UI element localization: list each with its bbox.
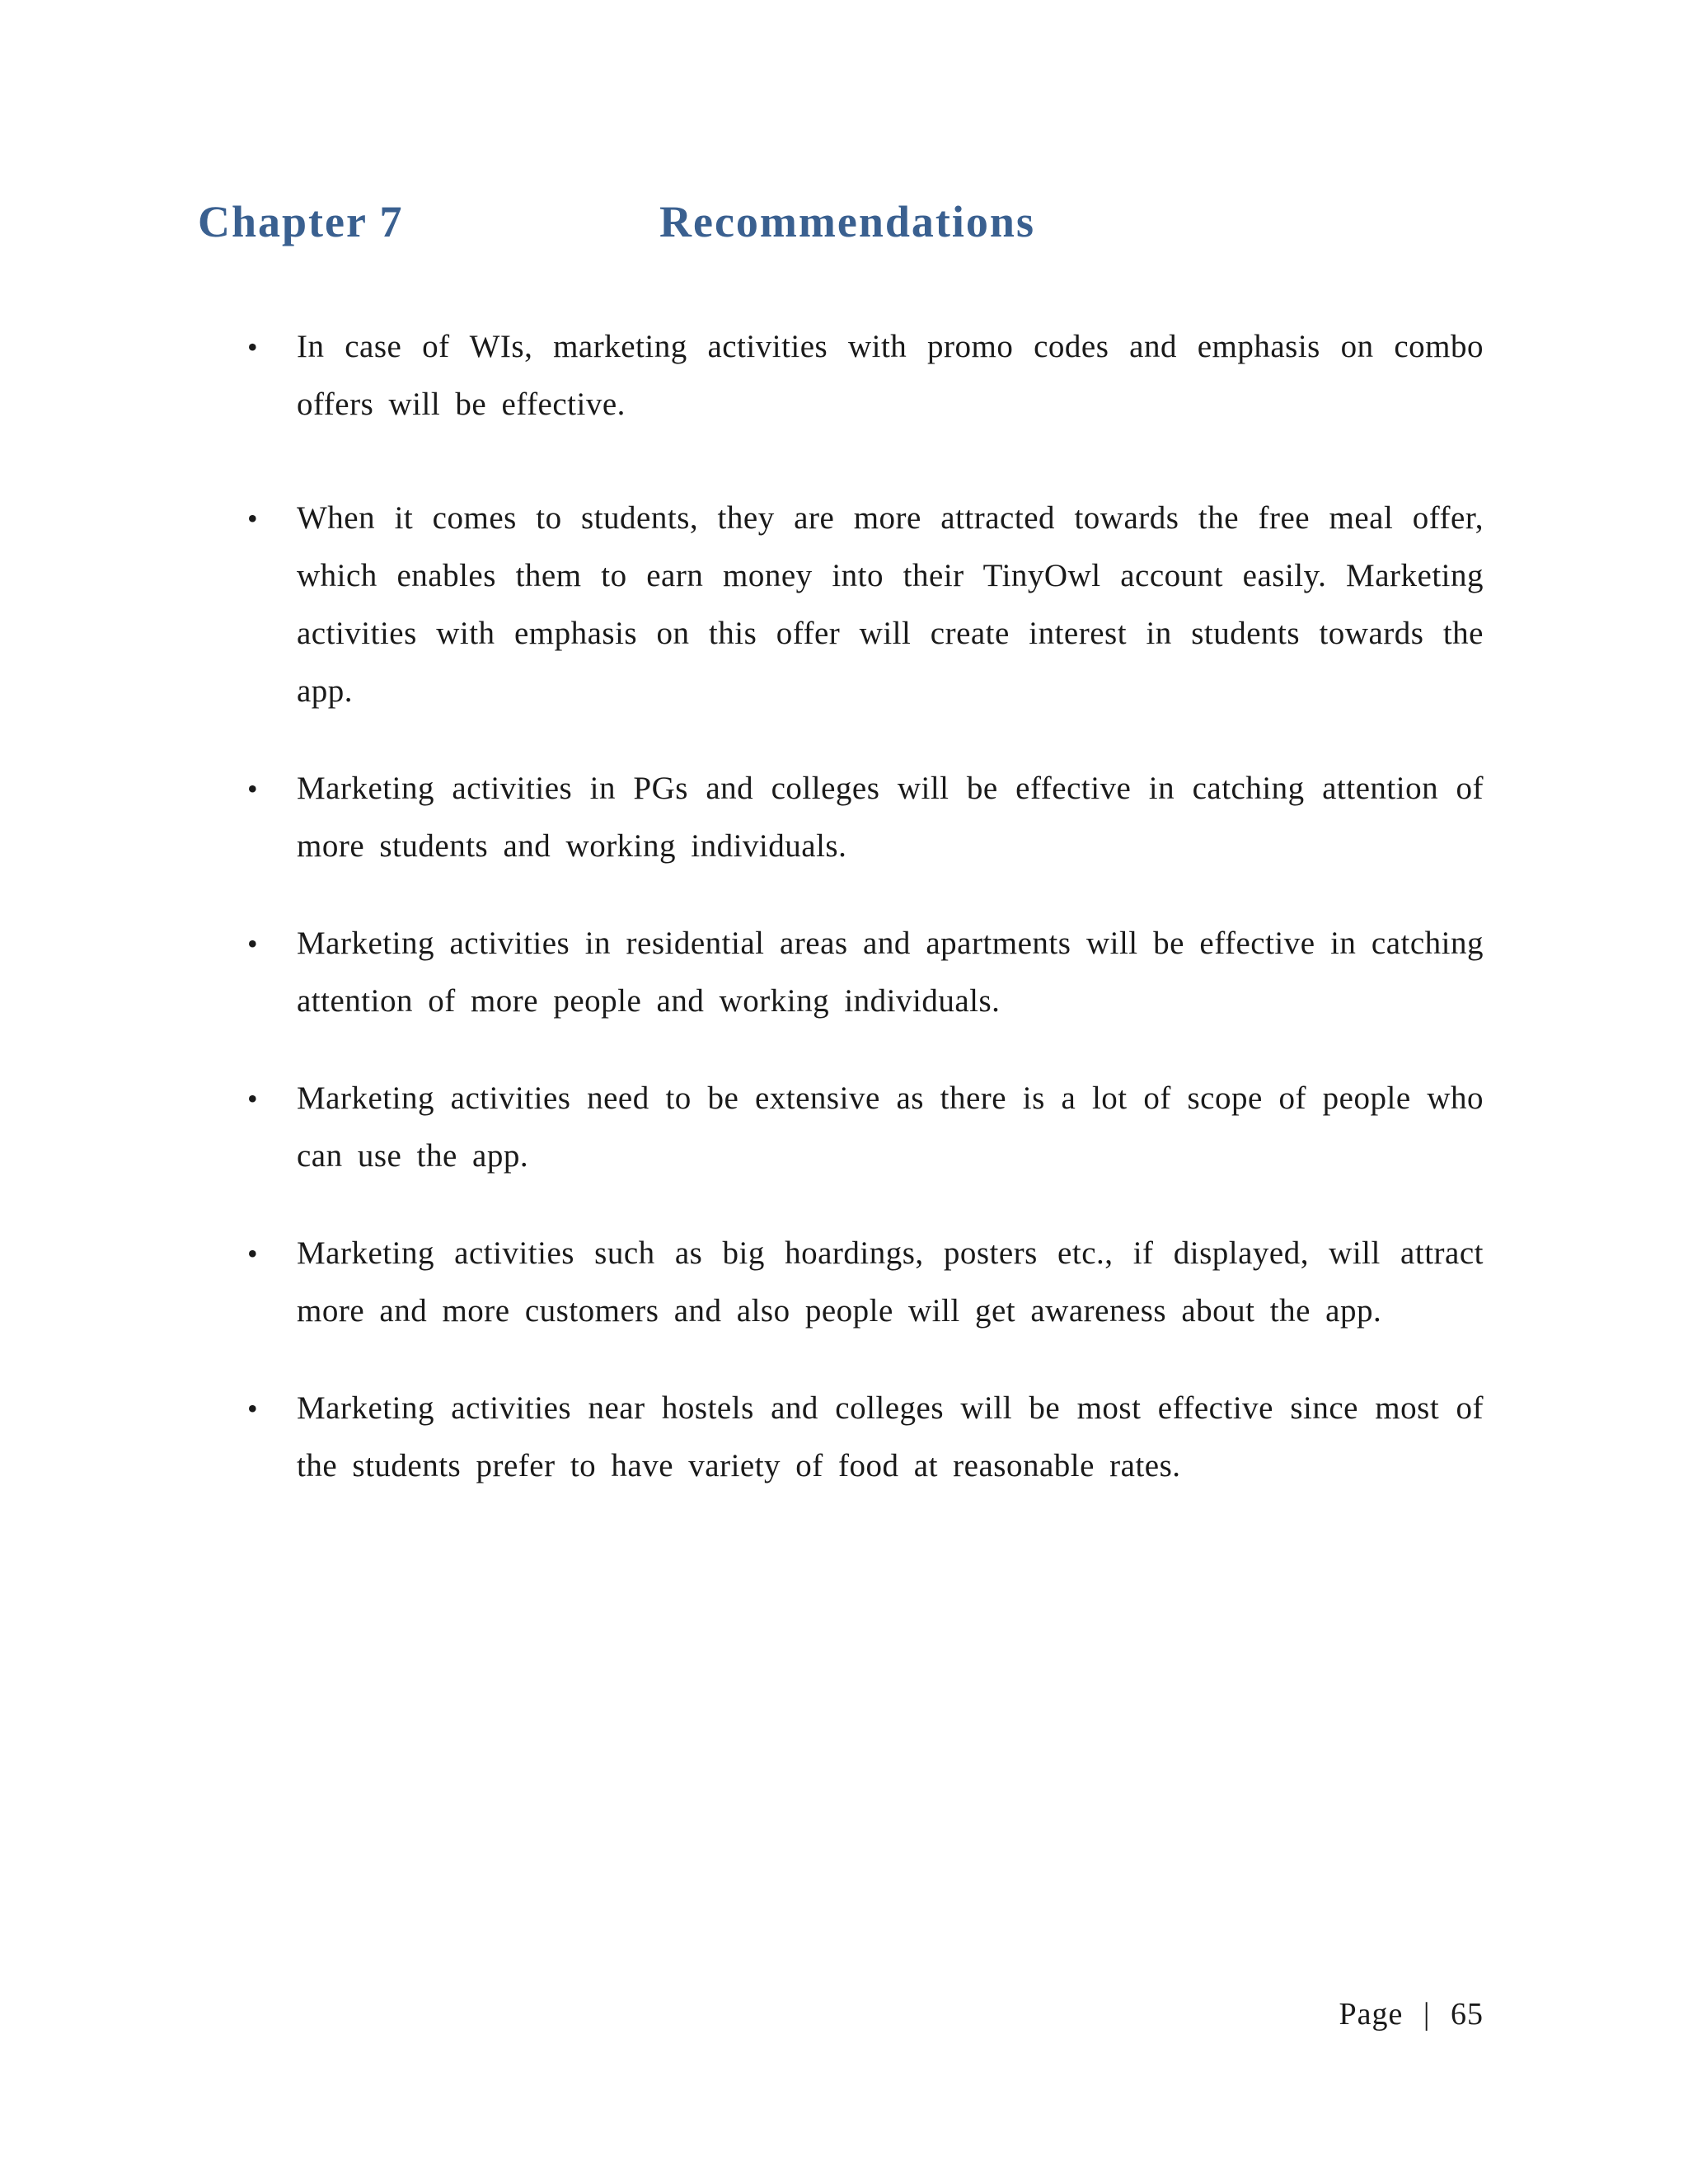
list-item	[247, 1380, 1484, 1495]
list-item-text: Marketing activities near hostels and colleges will be most effective since most of the students prefer to have variety of food at reasonable rates.	[297, 1390, 1484, 1483]
bullet-icon: •	[247, 772, 259, 805]
list-item-text: When it comes to students, they are more attracted towards the free meal offer, which enables them to earn money into their TinyOwl account easily. Marketing activities with emphasis on this offer will create interest in students towards the app.	[297, 500, 1484, 709]
list-item	[247, 1070, 1484, 1185]
chapter-title: Recommendations	[659, 197, 1035, 246]
bullet-icon: •	[247, 1082, 259, 1115]
page-number: 65	[1451, 1997, 1484, 2032]
bullet-icon: •	[247, 1392, 259, 1425]
list-item-text: Marketing activities in PGs and colleges will be effective in catching attention of more students and working individuals.	[297, 771, 1484, 864]
list-item	[247, 1225, 1484, 1340]
chapter-heading	[198, 196, 1484, 254]
bullet-icon: •	[247, 927, 259, 960]
bullet-icon: •	[247, 1237, 259, 1270]
list-item-text: Marketing activities need to be extensive as there is a lot of scope of people who can use the app.	[297, 1080, 1484, 1174]
list-item	[247, 915, 1484, 1030]
list-item	[247, 760, 1484, 875]
list-item	[247, 318, 1484, 434]
page-separator: |	[1423, 1997, 1431, 2032]
list-item-text: In case of WIs, marketing activities with promo codes and emphasis on combo offers will be effective.	[297, 329, 1484, 422]
list-item	[247, 490, 1484, 720]
page-label: Page	[1339, 1997, 1404, 2032]
chapter-number: Chapter 7	[198, 197, 404, 246]
bullet-icon: •	[247, 330, 259, 363]
page-footer	[1339, 1996, 1484, 2032]
list-item-text: Marketing activities in residential areas and apartments will be effective in catching attention of more people and working individuals.	[297, 926, 1484, 1019]
bullet-icon: •	[247, 502, 259, 535]
list-item-text: Marketing activities such as big hoardings, posters etc., if displayed, will attract more and more customers and also people will get awareness about the app.	[297, 1235, 1484, 1329]
recommendations-list	[247, 318, 1484, 1495]
